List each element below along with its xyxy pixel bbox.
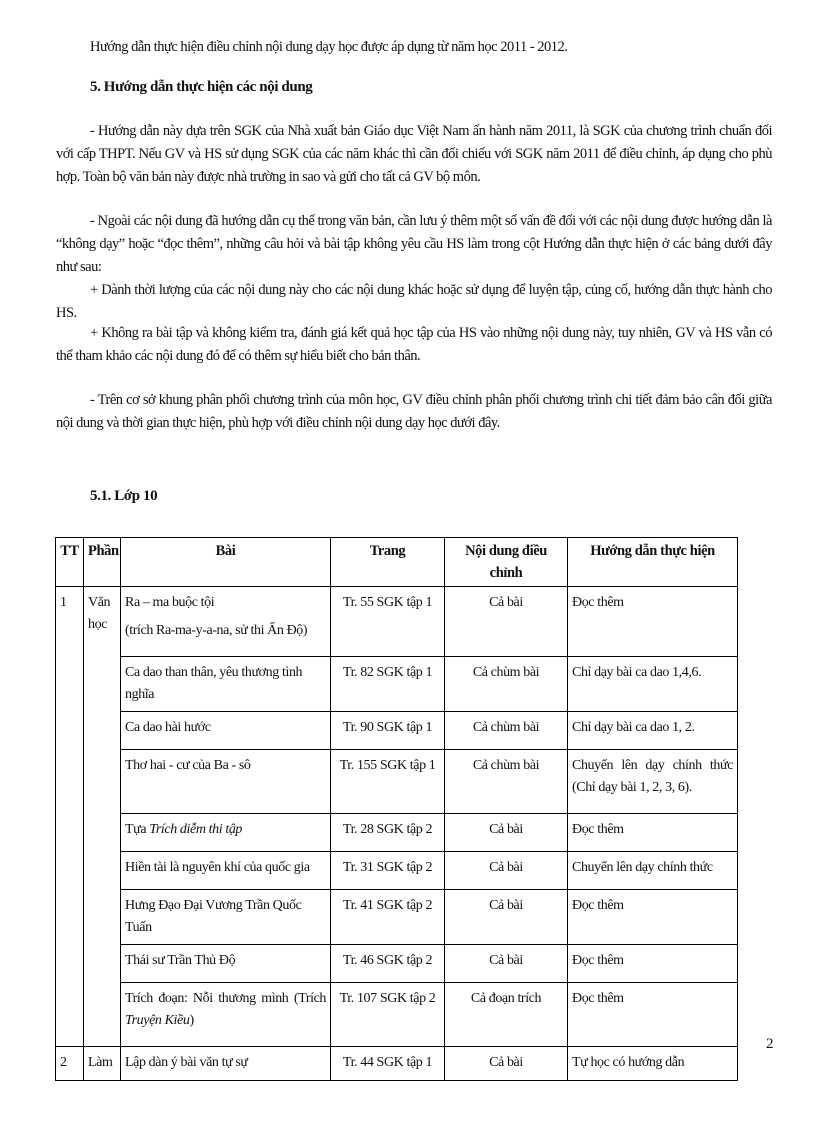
header-huong-dan: Hướng dẫn thực hiện	[568, 538, 738, 587]
trang-cell: Tr. 55 SGK tập 1	[331, 587, 445, 657]
noi-dung-cell: Cả bài	[445, 814, 568, 852]
noi-dung-cell: Cả chùm bài	[445, 750, 568, 814]
trang-cell: Tr. 90 SGK tập 1	[331, 712, 445, 750]
bai-cell	[121, 983, 331, 1047]
group-phan-cell: Văn học	[84, 587, 121, 1047]
trang-cell: Tr. 155 SGK tập 1	[331, 750, 445, 814]
noi-dung-cell: Cả bài	[445, 852, 568, 890]
bai-prefix: Trích đoạn: Nỗi thương mình (Trích	[125, 991, 326, 1006]
paragraph-sgk-basis: - Hướng dẫn này dựa trên SGK của Nhà xuất bản Giáo dục Việt Nam ấn hành năm 2011, là SGK của chương trình chuẩn đối với cấp THPT. Nếu GV và HS sử dụng SGK của các năm khác thì cần đối chiếu với SGK năm 2011 để điều chỉnh, áp dụng cho phù hợp. Toàn bộ văn bản này được nhà trường in sao và gửi cho tất cả GV bộ môn.	[56, 123, 772, 185]
bai-cell	[121, 587, 331, 657]
group-phan-cell: Làm	[84, 1047, 121, 1081]
bai-line: Ra – ma buộc tội	[125, 595, 215, 610]
huong-dan-cell: Đọc thêm	[568, 945, 738, 983]
trang-cell: Tr. 82 SGK tập 1	[331, 657, 445, 712]
bai-cell: Thái sư Trần Thủ Độ	[121, 945, 331, 983]
bai-line: (trích Ra-ma-y-a-na, sử thi Ấn Độ)	[125, 623, 308, 638]
bai-cell: Lập dàn ý bài văn tự sự	[121, 1047, 331, 1081]
table-row	[56, 712, 738, 750]
noi-dung-cell: Cả bài	[445, 587, 568, 657]
noi-dung-cell: Cả chùm bài	[445, 712, 568, 750]
bai-cell: Hưng Đạo Đại Vương Trần Quốc Tuấn	[121, 890, 331, 945]
trang-cell: Tr. 107 SGK tập 2	[331, 983, 445, 1047]
huong-dan-cell: Đọc thêm	[568, 983, 738, 1047]
huong-dan-cell: Chuyển lên dạy chính thức (Chỉ dạy bài 1, 2, 3, 6).	[568, 750, 738, 814]
bai-cell: Hiền tài là nguyên khí của quốc gia	[121, 852, 331, 890]
table-row	[56, 814, 738, 852]
header-phan: Phần	[84, 538, 121, 587]
page-number: 2	[766, 1036, 774, 1052]
huong-dan-cell: Đọc thêm	[568, 890, 738, 945]
header-trang: Trang	[331, 538, 445, 587]
paragraph-notes: - Ngoài các nội dung đã hướng dẫn cụ thể trong văn bản, cần lưu ý thêm một số vấn đề đối với các nội dung được hướng dẫn là “không dạy” hoặc “đọc thêm”, những câu hỏi và bài tập không yêu cầu HS làm trong cột Hướng dẫn thực hiện ở các bảng dưới đây như sau:	[56, 213, 772, 275]
noi-dung-cell: Cả bài	[445, 945, 568, 983]
paragraph-no-exercises: + Không ra bài tập và không kiểm tra, đánh giá kết quả học tập của HS vào những nội dung này, tuy nhiên, GV và HS vẫn có thể tham khảo các nội dung đó để có thêm sự hiểu biết cho bản thân.	[56, 325, 772, 364]
intro-paragraph: Hướng dẫn thực hiện điều chỉnh nội dung dạy học được áp dụng từ năm học 2011 - 2012.	[90, 39, 568, 55]
table-row	[56, 983, 738, 1047]
trang-cell: Tr. 41 SGK tập 2	[331, 890, 445, 945]
bai-cell: Ca dao than thân, yêu thương tình nghĩa	[121, 657, 331, 712]
noi-dung-cell: Cả bài	[445, 890, 568, 945]
table-row	[56, 750, 738, 814]
trang-cell: Tr. 46 SGK tập 2	[331, 945, 445, 983]
trang-cell: Tr. 44 SGK tập 1	[331, 1047, 445, 1081]
table-row	[56, 657, 738, 712]
header-tt: TT	[56, 538, 84, 587]
table-row	[56, 945, 738, 983]
huong-dan-cell: Chỉ dạy bài ca dao 1, 2.	[568, 712, 738, 750]
noi-dung-cell: Cả chùm bài	[445, 657, 568, 712]
huong-dan-cell: Đọc thêm	[568, 587, 738, 657]
bai-cell: Ca dao hài hước	[121, 712, 331, 750]
header-bai: Bài	[121, 538, 331, 587]
huong-dan-cell: Đọc thêm	[568, 814, 738, 852]
huong-dan-cell: Chuyển lên dạy chính thức	[568, 852, 738, 890]
noi-dung-cell: Cả đoạn trích	[445, 983, 568, 1047]
adjustment-table	[55, 537, 738, 1081]
bai-cell	[121, 814, 331, 852]
bai-italic-title: Truyện Kiều	[125, 1013, 190, 1028]
bai-italic-title: Trích diễm thi tập	[149, 822, 243, 837]
table-row	[56, 1047, 738, 1081]
trang-cell: Tr. 31 SGK tập 2	[331, 852, 445, 890]
table-row	[56, 890, 738, 945]
header-noi-dung: Nội dung điều chỉnh	[445, 538, 568, 587]
group-tt-cell: 2	[56, 1047, 84, 1081]
paragraph-time-allocation: + Dành thời lượng của các nội dung này cho các nội dung khác hoặc sử dụng để luyện tập, củng cố, hướng dẫn thực hành cho HS.	[56, 282, 772, 321]
huong-dan-cell: Chỉ dạy bài ca dao 1,4,6.	[568, 657, 738, 712]
noi-dung-cell: Cả bài	[445, 1047, 568, 1081]
bai-prefix: Tựa	[125, 822, 150, 837]
section-heading-5-1: 5.1. Lớp 10	[90, 488, 158, 504]
trang-cell: Tr. 28 SGK tập 2	[331, 814, 445, 852]
group-tt-cell: 1	[56, 587, 84, 1047]
paragraph-program-distribution: - Trên cơ sở khung phân phối chương trình của môn học, GV điều chỉnh phân phối chương trình chi tiết đảm bảo cân đối giữa nội dung và thời gian thực hiện, phù hợp với điều chỉnh nội dung dạy học dưới đây.	[56, 392, 772, 431]
table-header-row	[56, 538, 738, 587]
huong-dan-cell: Tự học có hướng dẫn	[568, 1047, 738, 1081]
bai-cell: Thơ hai - cư của Ba - sô	[121, 750, 331, 814]
section-heading-5: 5. Hướng dẫn thực hiện các nội dung	[90, 79, 313, 95]
table-row	[56, 852, 738, 890]
table-row	[56, 587, 738, 657]
bai-suffix: )	[189, 1013, 194, 1028]
